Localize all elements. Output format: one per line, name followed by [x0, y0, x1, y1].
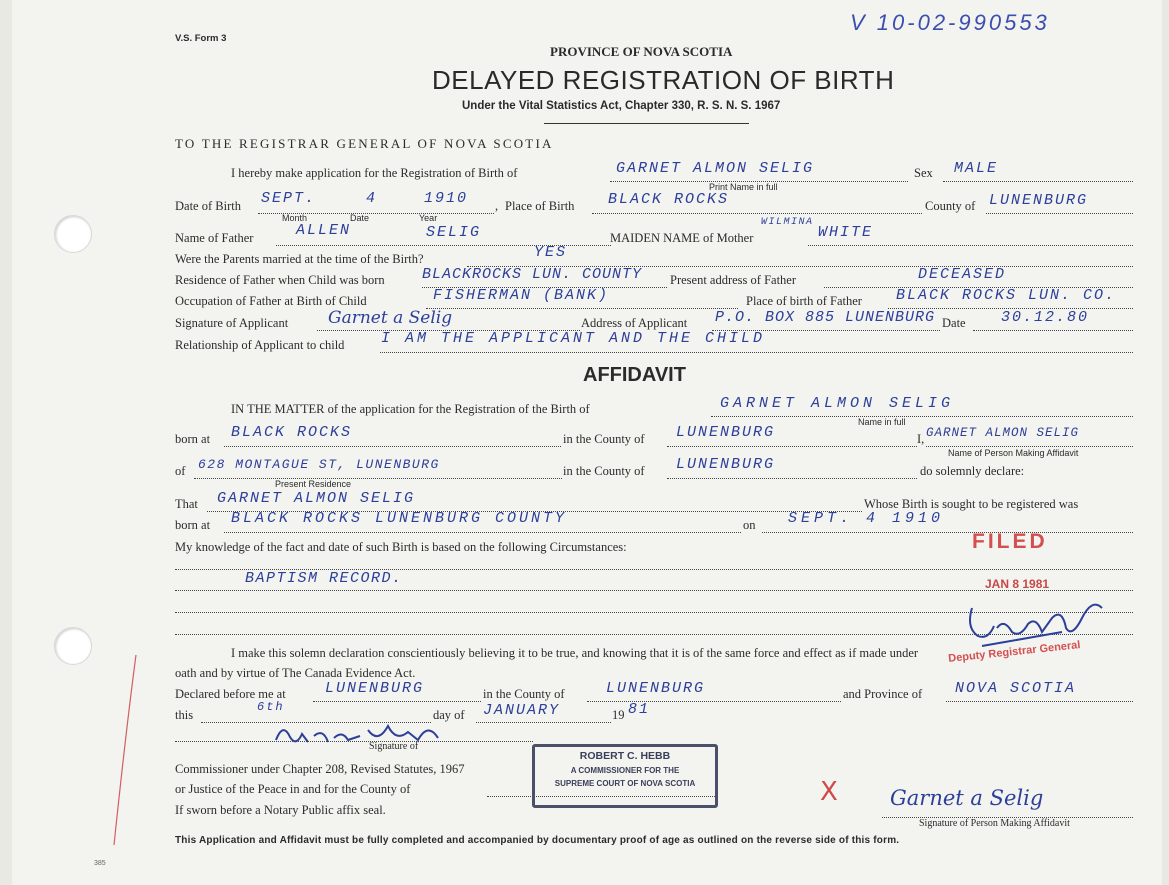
declare-label: do solemnly declare: [920, 464, 1025, 478]
commissioner-signature [268, 712, 468, 752]
affidavit-heading: AFFIDAVIT [583, 364, 686, 386]
born-at2-value: BLACK ROCKS LUNENBURG COUNTY [231, 510, 568, 527]
addressee: TO THE REGISTRAR GENERAL OF NOVA SCOTIA [175, 136, 554, 151]
form-subtitle: Under the Vital Statistics Act, Chapter 330, R. S. N. S. 1967 [462, 100, 781, 112]
subtitle-rule [544, 123, 749, 124]
affiant-sub-label: Name of Person Making Affidavit [948, 448, 1079, 458]
form-page: V.S. Form 3 V 10-02-990553 PROVINCE OF NOVA SCOTIA DELAYED REGISTRATION OF BIRTH Under the Vital Statistics Act, Chapter 330, R. S. N. S. 1967 TO THE REGISTRAR GENERAL OF NOVA SCOTIA I hereby make application for the Registration of Birth of GARNET ALMON SELIG Sex MALE Print Name in full Date of Birth SEPT. 4 1910 , Place of Birth BLACK ROCKS County of LUNENBURG Month Date Year Name of Father ALLEN SELIG MAIDEN NAME of Mother WILMINA WHITE Were the Parents married at the time of the Birth? YES Residence of Father when Child was born BLACKROCKS LUN. COUNTY Present address of Father DECEASED Occupation of Father at Birth of Child FISHERMAN (BANK) Place of birth of Father BLACK ROCKS LUN. CO. Signature of Applicant Garnet a Selig Address of Applicant P.O. BOX 885 LUNENBURG Date 30.12.80 Relationship of Applicant to child I AM THE APPLICANT AND THE CHILD AFFIDAVIT IN THE MATTER of the application for the Registration of the Birth of GARNET ALMON SELIG Name in full born at BLACK ROCKS in the County of LUNENBURG I, GARNET ALMON SELIG Name of Person Making Affidavit of 628 MONTAGUE ST, LUNENBURG Present Residence in the County of LUNENBURG do solemnly declare: That GARNET ALMON SELIG Whose Birth is sought to be registered was born at BLACK ROCKS LUNENBURG COUNTY on SEPT. 4 1910 My knowledge of the fact and date of such Birth is based on the following Circumstances: BAPTISM RECORD. I make this solemn declaration conscientiously believing it to be true, and knowing that it is of the same force and effect as if made under oath and by virtue of The Canada Evidence Act. Declared before me at LUNENBURG in the County of LUNENBURG and Province of NOVA SCOTIA this 6th day of JANUARY 19 81 Signature of Commissioner under Chapter 208, Revised Statutes, 1967 or Justice of the Peace in and for the County of If sworn before a Notary Public affix seal. ROBERT C. HEBB A COMMISSIONER FOR THE SUPREME COURT OF NOVA SCOTIA FILED JAN 8 1981 Deputy Registrar General X Garnet a Selig Signature of Person Making Affidavit This Application and Affidavit must be fully completed and accompanied by documentary proof of age as outlined on the reverse side of this form. 385 [12, 0, 1162, 885]
name-in-full-label: Name in full [858, 417, 906, 427]
applicant-addr-value: P.O. BOX 885 LUNENBURG [715, 309, 936, 326]
form-title: DELAYED REGISTRATION OF BIRTH [432, 65, 895, 95]
stamp-line-2: A COMMISSIONER FOR THE [570, 766, 680, 775]
form-number: V.S. Form 3 [175, 33, 227, 44]
in-county2-label: in the County of [563, 464, 645, 478]
filed-stamp: FILED [972, 530, 1048, 553]
relationship-value: I AM THE APPLICANT AND THE CHILD [381, 330, 766, 347]
day-value: 6th [257, 700, 285, 714]
stamp-name: ROBERT C. HEBB [579, 750, 671, 762]
whose-label: Whose Birth is sought to be registered was [864, 497, 1079, 511]
binder-hole-bottom [54, 627, 92, 665]
county2-value: LUNENBURG [676, 456, 776, 473]
deputy-registrar-stamp: Deputy Registrar General [947, 639, 1081, 665]
sex-value: MALE [954, 160, 999, 177]
born-at2-label: born at [175, 518, 211, 532]
occupation-label: Occupation of Father at Birth of Child [175, 294, 367, 308]
margin-mark [106, 650, 146, 850]
matter-label: IN THE MATTER of the application for the Registration of the Birth of [231, 402, 590, 416]
occupation-value: FISHERMAN (BANK) [433, 287, 610, 304]
father-birthplace-label: Place of birth of Father [746, 294, 862, 308]
commissioner-line-3: If sworn before a Notary Public affix seal. [175, 803, 386, 817]
place-label: Place of Birth [505, 199, 575, 213]
affiant-residence: 628 MONTAGUE ST, LUNENBURG [198, 457, 440, 472]
present-addr-value: DECEASED [918, 266, 1007, 283]
month-value: JANUARY [483, 702, 561, 719]
applicant-addr-label: Address of Applicant [581, 316, 688, 330]
mother-maiden: WHITE [818, 224, 874, 241]
stamp-line-3: SUPREME COURT OF NOVA SCOTIA [554, 779, 696, 788]
x-mark: X [820, 777, 838, 807]
declared-label: Declared before me at [175, 687, 286, 701]
county-value: LUNENBURG [989, 192, 1089, 209]
dob-label: Date of Birth [175, 199, 241, 213]
present-addr-label: Present address of Father [670, 273, 797, 287]
solemn-line-2: oath and by virtue of The Canada Evidence Act. [175, 666, 416, 680]
commissioner-line-1: Commissioner under Chapter 208, Revised Statutes, 1967 [175, 762, 465, 776]
knowledge-label: My knowledge of the fact and date of such Birth is based on the following Circumstances: [175, 540, 627, 554]
on-label: on [743, 518, 756, 532]
year-label: Year [419, 213, 438, 223]
that-label: That [175, 497, 198, 511]
date-label: Date [942, 316, 966, 330]
county-label: County of [925, 199, 976, 213]
residence-sub-label: Present Residence [275, 479, 352, 489]
married-value: YES [534, 244, 568, 261]
matter-name: GARNET ALMON SELIG [720, 395, 955, 412]
footer-note: This Application and Affidavit must be fully completed and accompanied by documentary proof of age as outlined on the reverse side of this form. [175, 835, 900, 846]
top-handwritten-number: V 10-02-990553 [850, 10, 1050, 35]
father-birthplace-value: BLACK ROCKS LUN. CO. [896, 287, 1117, 304]
person-signature-label: Signature of Person Making Affidavit [919, 818, 1070, 829]
dob-year: 1910 [424, 190, 469, 207]
province-value: NOVA SCOTIA [955, 680, 1077, 697]
maiden-label: MAIDEN NAME of Mother [610, 231, 754, 245]
filed-date-stamp: JAN 8 1981 [985, 577, 1050, 591]
place-of-birth: BLACK ROCKS [608, 191, 730, 208]
i-label: I, [917, 432, 925, 446]
married-label: Were the Parents married at the time of the Birth? [175, 252, 424, 266]
print-name-label: Print Name in full [709, 182, 778, 192]
signature-label: Signature of Applicant [175, 316, 289, 330]
signature-of-label: Signature of [369, 741, 419, 752]
applicant-name: GARNET ALMON SELIG [616, 160, 815, 177]
mother-first: WILMINA [761, 217, 814, 228]
on-date: SEPT. 4 1910 [788, 510, 945, 527]
this-label: this [175, 708, 194, 722]
person-signature: Garnet a Selig [890, 786, 1044, 810]
province-heading: PROVINCE OF NOVA SCOTIA [550, 44, 733, 59]
sex-label: Sex [914, 166, 933, 180]
in-county3-label: in the County of [483, 687, 565, 701]
county3-value: LUNENBURG [606, 680, 706, 697]
born-at-label: born at [175, 432, 211, 446]
circumstance-value: BAPTISM RECORD. [245, 570, 403, 587]
corner-code: 385 [94, 860, 106, 867]
year-suffix: 81 [628, 701, 651, 718]
residence-label: Residence of Father when Child was born [175, 273, 385, 287]
in-county-label: in the County of [563, 432, 645, 446]
of-label: of [175, 464, 186, 478]
intro-label: I hereby make application for the Registration of Birth of [231, 166, 518, 180]
born-at-value: BLACK ROCKS [231, 424, 353, 441]
date-value: 30.12.80 [1001, 309, 1090, 326]
commissioner-line-2: or Justice of the Peace in and for the County of [175, 782, 411, 796]
day-of-label: day of [433, 708, 465, 722]
binder-hole-top [54, 215, 92, 253]
father-first: ALLEN [296, 222, 352, 239]
father-last: SELIG [426, 224, 482, 241]
date-sub-label: Date [350, 213, 370, 223]
province-label: and Province of [843, 687, 923, 701]
residence-value: BLACKROCKS LUN. COUNTY [422, 266, 643, 283]
solemn-line-1: I make this solemn declaration conscientiously believing it to be true, and knowing that it is of the same force and effect as if made under [231, 646, 919, 660]
month-label: Month [282, 213, 308, 223]
relationship-label: Relationship of Applicant to child [175, 338, 345, 352]
dob-date: 4 [366, 190, 378, 207]
county-affidavit: LUNENBURG [676, 424, 776, 441]
dob-month: SEPT. [261, 190, 317, 207]
year-prefix: 19 [612, 708, 625, 722]
applicant-signature: Garnet a Selig [328, 308, 453, 328]
declared-at-value: LUNENBURG [325, 680, 425, 697]
affiant-name: GARNET ALMON SELIG [926, 426, 1080, 440]
that-name: GARNET ALMON SELIG [217, 490, 416, 507]
commissioner-stamp [532, 744, 718, 808]
father-label: Name of Father [175, 231, 254, 245]
